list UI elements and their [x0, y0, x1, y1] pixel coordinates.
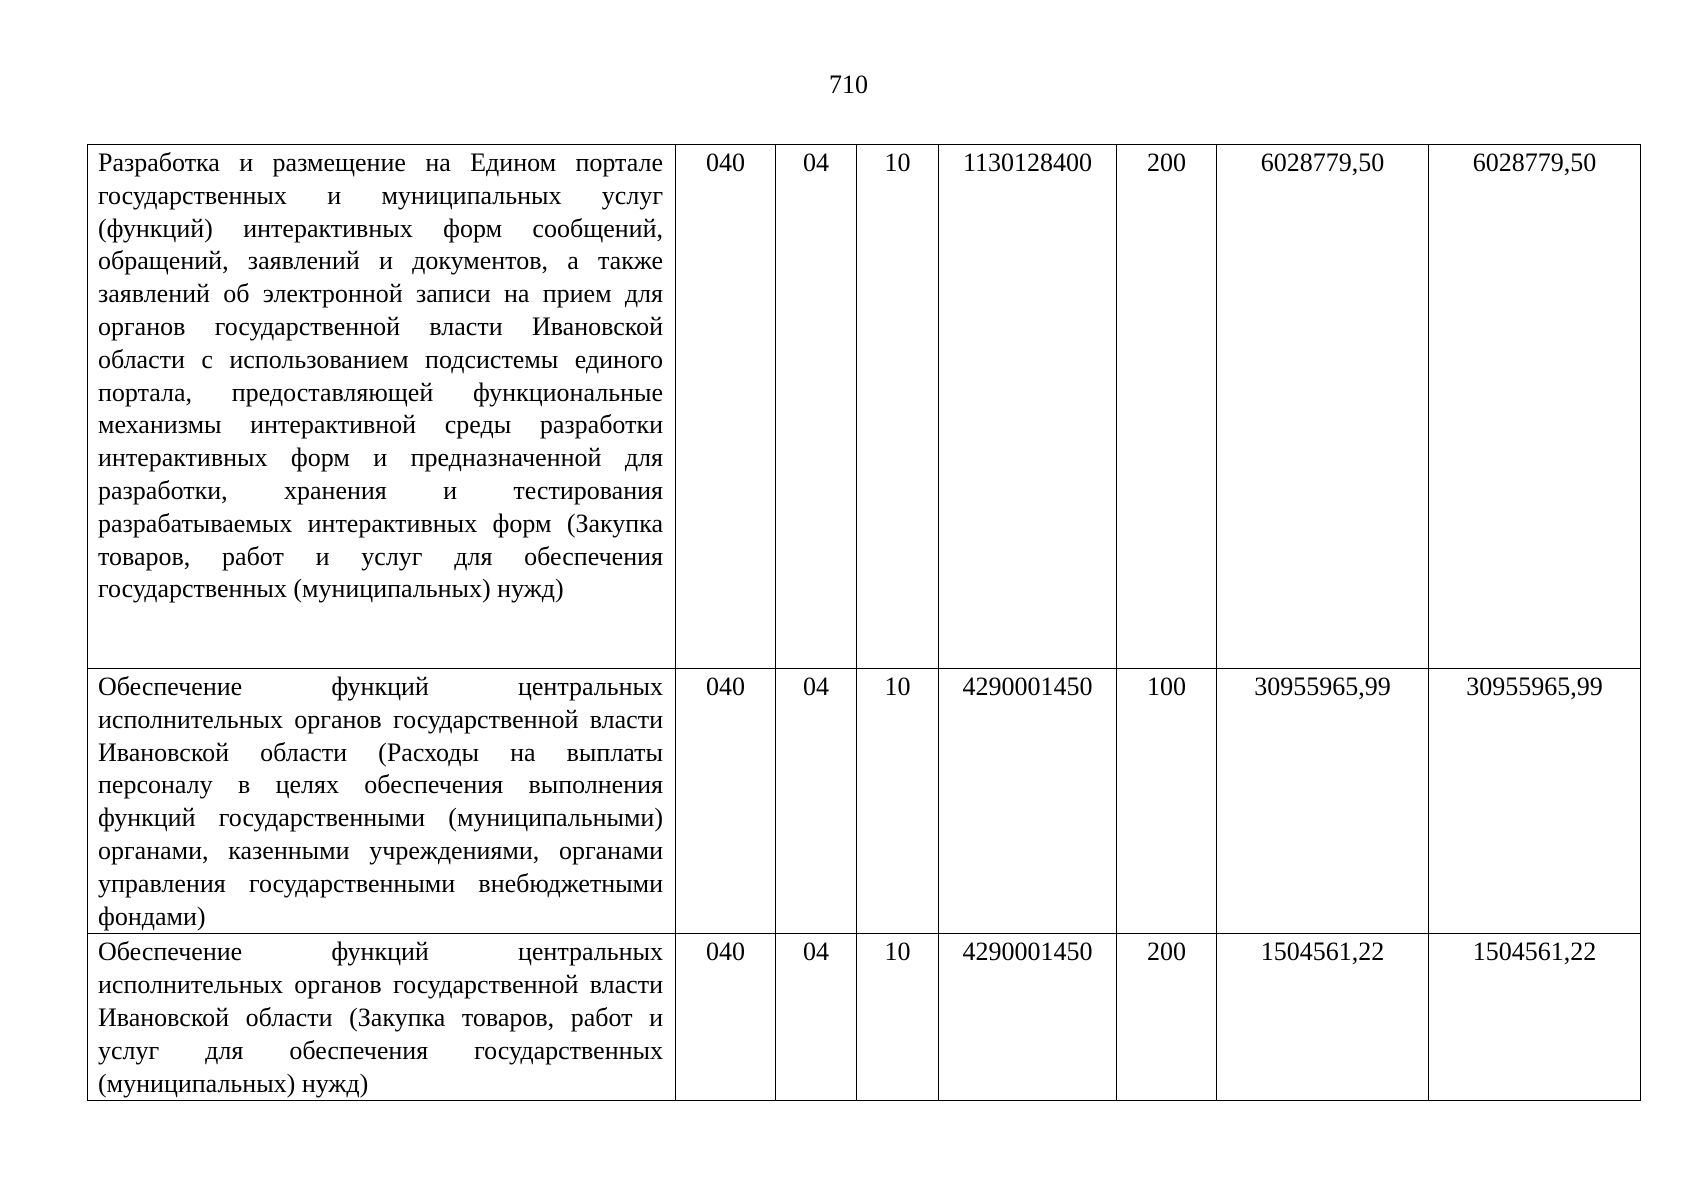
row-description: Обеспечение функций центральных исполнительных органов государственной власти Ивановской области (Закупка товаров, работ и услуг для обеспечения государственных (муниципальных) нужд)	[88, 934, 676, 1101]
page-number: 710	[829, 70, 868, 99]
amount-cell: 30955965,99	[1217, 669, 1429, 934]
subsection-code: 10	[857, 145, 939, 669]
ministry-code: 040	[676, 934, 776, 1101]
expense-type-code: 200	[1117, 934, 1217, 1101]
amount-cell: 6028779,50	[1217, 145, 1429, 669]
table-row	[88, 934, 1641, 1101]
section-code: 04	[776, 145, 857, 669]
amount-cell: 1504561,22	[1429, 934, 1641, 1101]
ministry-code: 040	[676, 145, 776, 669]
expense-type-code: 200	[1117, 145, 1217, 669]
row-description: Обеспечение функций центральных исполнительных органов государственной власти Ивановской области (Расходы на выплаты персоналу в целях обеспечения выполнения функций государственными (муниципальными) органами, казенными учреждениями, органами управления государственными внебюджетными фондами)	[88, 669, 676, 934]
amount-cell: 6028779,50	[1429, 145, 1641, 669]
ministry-code: 040	[676, 669, 776, 934]
target-article-code: 4290001450	[939, 934, 1117, 1101]
amount-cell: 30955965,99	[1429, 669, 1641, 934]
section-code: 04	[776, 934, 857, 1101]
subsection-code: 10	[857, 669, 939, 934]
target-article-code: 1130128400	[939, 145, 1117, 669]
expense-type-code: 100	[1117, 669, 1217, 934]
table-row	[88, 145, 1641, 669]
table-row	[88, 669, 1641, 934]
section-code: 04	[776, 669, 857, 934]
subsection-code: 10	[857, 934, 939, 1101]
row-description: Разработка и размещение на Едином портале государственных и муниципальных услуг (функций) интерактивных форм сообщений, обращений, заявлений и документов, а также заявлений об электронной записи на прием для органов государственной власти Ивановской области с использованием подсистемы единого портала, предоставляющей функциональные механизмы интерактивной среды разработки интерактивных форм и предназначенной для разработки, хранения и тестирования разрабатываемых интерактивных форм (Закупка товаров, работ и услуг для обеспечения государственных (муниципальных) нужд)	[88, 145, 676, 669]
target-article-code: 4290001450	[939, 669, 1117, 934]
budget-table	[87, 144, 1641, 1101]
amount-cell: 1504561,22	[1217, 934, 1429, 1101]
